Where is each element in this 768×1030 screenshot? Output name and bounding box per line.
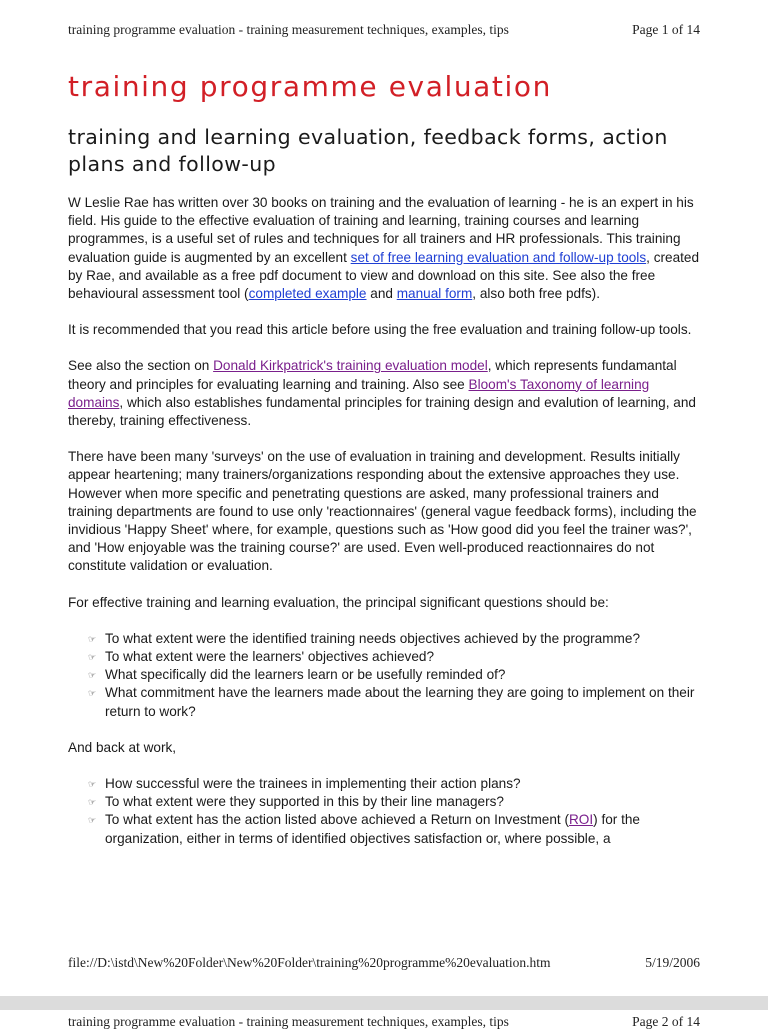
- print-footer: [68, 955, 700, 971]
- list-item: [88, 684, 700, 720]
- hand-pointer-icon: ☞: [88, 670, 97, 681]
- recommend-paragraph: It is recommended that you read this article before using the free evaluation and training follow-up tools.: [68, 322, 692, 338]
- list-item: [88, 666, 700, 684]
- hand-pointer-icon: ☞: [88, 688, 97, 699]
- list-item: [88, 775, 700, 793]
- questions-list: [68, 630, 700, 721]
- kirkpatrick-link[interactable]: Donald Kirkpatrick's training evaluation model: [213, 358, 488, 374]
- print-header-title: training programme evaluation - training measurement techniques, examples, tips: [68, 22, 509, 37]
- free-tools-link[interactable]: set of free learning evaluation and follow-up tools: [350, 249, 647, 265]
- list-item: [88, 811, 700, 847]
- hand-pointer-icon: ☞: [88, 779, 97, 790]
- back-at-work-paragraph: And back at work,: [68, 739, 177, 755]
- hand-pointer-icon: ☞: [88, 633, 97, 644]
- list-item-text: How successful were the trainees in implementing their action plans?: [105, 776, 521, 792]
- blooms-taxonomy-link[interactable]: Bloom's Taxonomy of learning domains: [68, 376, 650, 410]
- see-also-paragraph: [68, 357, 700, 430]
- list-item-text: What commitment have the learners made about the learning they are going to implement on their return to work?: [105, 685, 695, 719]
- list-item-text: To what extent were they supported in this by their line managers?: [105, 794, 504, 810]
- list-item-text: What specifically did the learners learn or be usefully reminded of?: [105, 667, 506, 683]
- print-header-page: Page 1 of 14: [632, 22, 700, 37]
- roi-link[interactable]: ROI: [568, 812, 594, 828]
- list-item-text: To what extent were the learners' objectives achieved?: [105, 649, 435, 665]
- list-item: [88, 793, 700, 811]
- hand-pointer-icon: ☞: [88, 797, 97, 808]
- page-title: training programme evaluation: [68, 70, 552, 103]
- print-footer-path: file://D:\istd\New%20Folder\New%20Folder\training%20programme%20evaluation.htm: [68, 955, 551, 970]
- see-also-text-2: , which represents fundamantal theory and principles for evaluating learning and training. Also see: [68, 358, 677, 392]
- next-page-header-title: training programme evaluation - training measurement techniques, examples, tips: [68, 1014, 509, 1029]
- next-page-header-page: Page 2 of 14: [632, 1014, 700, 1029]
- intro-text-2: , created by Rae, and available as a free pdf document to view and download on this site. See also the free behavioural assessment tool (: [68, 249, 700, 302]
- hand-pointer-icon: ☞: [88, 815, 97, 826]
- completed-example-link[interactable]: completed example: [248, 286, 367, 302]
- hand-pointer-icon: ☞: [88, 652, 97, 663]
- article-body: [68, 194, 700, 866]
- list-item-text: To what extent has the action listed above achieved a Return on Investment (: [105, 812, 569, 828]
- intro-paragraph: [68, 194, 700, 303]
- page-subtitle: training and learning evaluation, feedback forms, action plans and follow-up: [68, 125, 668, 176]
- list-item-text: To what extent were the identified training needs objectives achieved by the programme?: [105, 630, 641, 646]
- see-also-text-1: See also the section on: [68, 358, 214, 374]
- next-page-header: [68, 1014, 700, 1030]
- questions-intro-paragraph: For effective training and learning evaluation, the principal significant questions should be:: [68, 594, 609, 610]
- manual-form-link[interactable]: manual form: [396, 286, 473, 302]
- intro-text-1: W Leslie Rae has written over 30 books on training and the evaluation of learning - he is an expert in his field. His guide to the effective evaluation of training and learning, training courses and learning programmes, is a useful set of rules and techniques for all trainers and HR professionals. This training evaluation guide is augmented by an excellent: [68, 195, 694, 265]
- intro-text-3: and: [366, 286, 397, 302]
- list-item: [88, 648, 700, 666]
- intro-text-4: , also both free pdfs).: [472, 286, 600, 302]
- list-item-text: ) for the organization, either in terms of identified objectives satisfaction or, where possible, a: [105, 812, 640, 846]
- print-header: [68, 22, 700, 38]
- surveys-paragraph: There have been many 'surveys' on the use of evaluation in training and development. Results initially appear heartening; many trainers/organizations responding about the extensive approaches they use. However when more specific and penetrating questions are asked, many professional trainers and training departments are found to use only 'reactionnaires' (general vague feedback forms), including the invidious 'Happy Sheet' where, for example, questions such as 'How good did you feel the trainer was?', and 'How enjoyable was the training course?' are used. Even well-produced reactionnaires do not constitute validation or evaluation.: [68, 449, 697, 574]
- list-item: [88, 630, 700, 648]
- see-also-text-3: , which also establishes fundamental principles for training design and evalution of learning, and thereby, training effectiveness.: [68, 394, 696, 429]
- print-footer-date: 5/19/2006: [645, 955, 700, 970]
- page-separator: [0, 996, 768, 1010]
- back-at-work-list: [68, 775, 700, 848]
